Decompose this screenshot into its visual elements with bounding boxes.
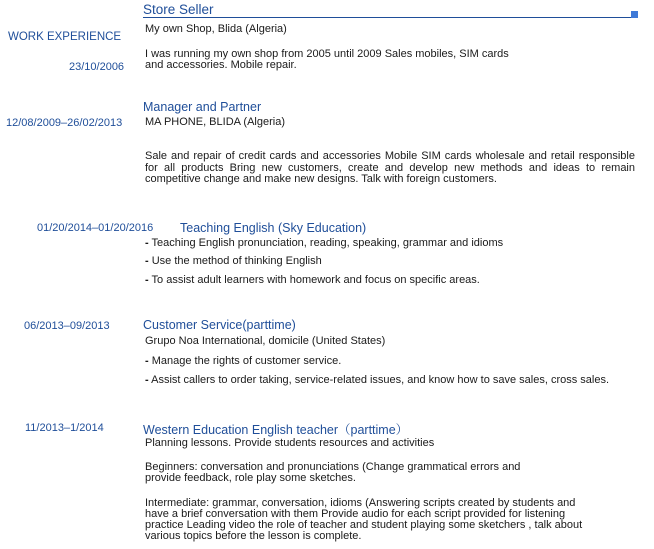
bullet-text: Teaching English pronunciation, reading, speaking, grammar and idioms xyxy=(151,237,504,249)
header-rule xyxy=(143,17,631,18)
bullet-marker: - xyxy=(145,274,149,286)
paragraph-line: provide feedback, role play some sketches. xyxy=(145,472,356,484)
entry-employer: MA PHONE, BLIDA (Algeria) xyxy=(145,116,285,128)
paragraph-line: various topics before the lesson is complete. xyxy=(145,530,362,542)
bullet-text: Assist callers to order taking, service-related issues, and know how to save sales, cross sales. xyxy=(151,374,610,386)
bullet-text: Manage the rights of customer service. xyxy=(151,355,342,367)
entry-title: Store Seller xyxy=(143,2,214,17)
bullet-item xyxy=(145,238,503,250)
entry-title: Manager and Partner xyxy=(143,100,262,114)
entry-title: Western Education English teacher（parttime） xyxy=(143,423,409,437)
paragraph-line: Intermediate: grammar, conversation, idioms (Answering scripts created by students and xyxy=(145,497,576,509)
entry-description-line: I was running my own shop from 2005 until 2009 Sales mobiles, SIM cards xyxy=(145,48,509,60)
paragraph-line: Planning lessons. Provide students resources and activities xyxy=(145,437,435,449)
entry-employer: Grupo Noa International, domicile (United States) xyxy=(145,335,386,347)
paragraph-line: practice Leading video the role of teacher and student playing some sketchers , talk about xyxy=(145,519,583,531)
bullet-item xyxy=(145,375,609,387)
entry-date: 11/2013–1/2014 xyxy=(25,422,104,434)
entry-date: 06/2013–09/2013 xyxy=(24,320,110,332)
bullet-marker: - xyxy=(145,374,149,386)
entry-date: 23/10/2006 xyxy=(69,61,125,73)
paragraph-line: Beginners: conversation and pronunciations (Change grammatical errors and xyxy=(145,461,521,473)
entry-date: 12/08/2009–26/02/2013 xyxy=(6,117,123,129)
entry-title: Customer Service(parttime) xyxy=(143,318,296,332)
entry-date: 01/20/2014–01/20/2016 xyxy=(37,222,154,234)
bullet-text: To assist adult learners with homework and focus on specific areas. xyxy=(151,274,480,286)
bullet-marker: - xyxy=(145,355,149,367)
bullet-item xyxy=(145,356,341,368)
entry-description: Sale and repair of credit cards and accessories Mobile SIM cards wholesale and retail responsible for all products Bring new customers, create and develop new methods and ideas to remain competitive change and make new designs. Talk with foreign customers. xyxy=(145,150,635,185)
section-label: WORK EXPERIENCE xyxy=(8,31,122,43)
bullet-marker: - xyxy=(145,237,149,249)
bullet-text: Use the method of thinking English xyxy=(151,255,322,267)
bullet-marker: - xyxy=(145,255,149,267)
entry-description-line: and accessories. Mobile repair. xyxy=(145,59,297,71)
paragraph-line: have a brief conversation with them Provide audio for each script provided for listening xyxy=(145,508,566,520)
bullet-item xyxy=(145,275,480,287)
entry-employer: My own Shop, Blida (Algeria) xyxy=(145,23,287,35)
header-marker-square xyxy=(631,11,638,18)
bullet-item xyxy=(145,256,322,268)
entry-title: Teaching English (Sky Education) xyxy=(180,221,367,235)
